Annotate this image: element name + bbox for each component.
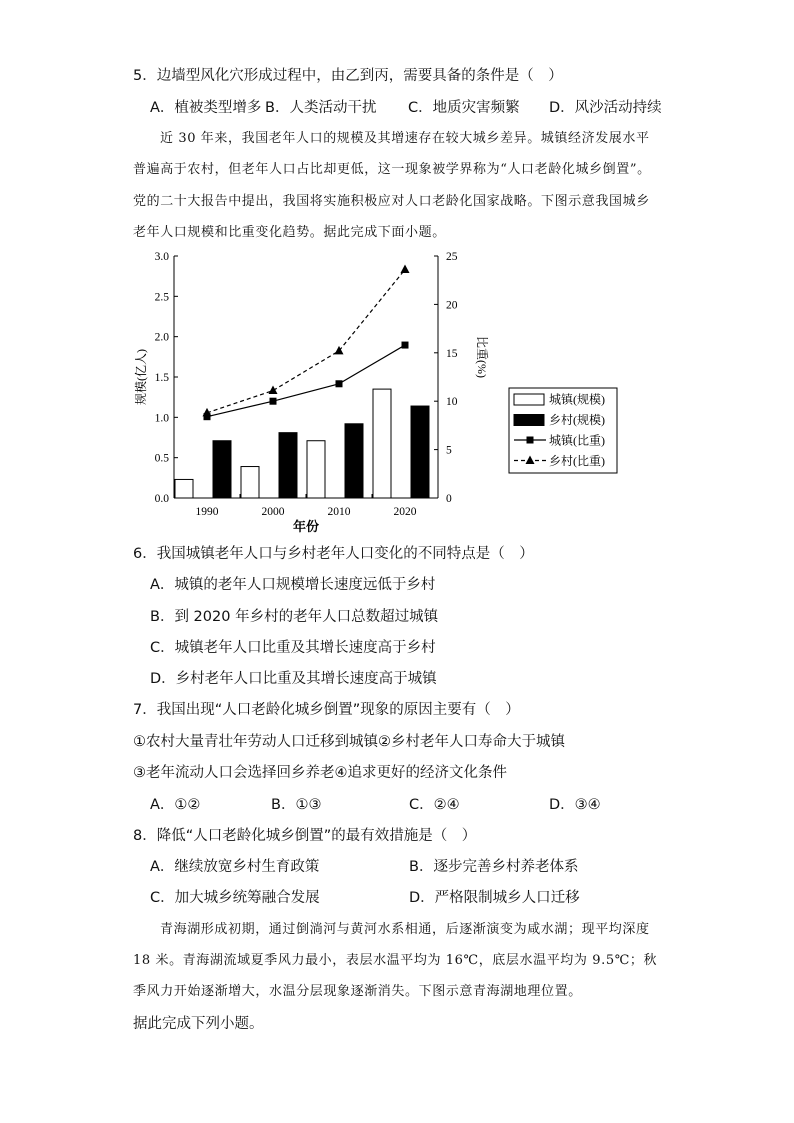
x-axis-title: 年份 xyxy=(292,519,320,534)
q7-statement-1: ①农村大量青壮年劳动人口迁移到城镇②乡村老年人口寿命大于城镇 xyxy=(133,734,565,750)
q8-options-row-2 xyxy=(150,888,630,908)
q7-option-a: A．①② xyxy=(150,797,201,813)
legend-label: 城镇(规模) xyxy=(549,392,605,407)
q7-statement-2: ③老年流动人口会选择回乡养老④追求更好的经济文化条件 xyxy=(133,765,507,781)
q6-option-d: D．乡村老年人口比重及其增长速度高于城镇 xyxy=(150,671,437,687)
right-tick-label: 25 xyxy=(446,251,458,263)
left-tick-label: 1.5 xyxy=(154,372,169,384)
marker-urban-ratio xyxy=(336,380,343,387)
legend-swatch xyxy=(514,394,544,405)
marker-rural-ratio xyxy=(335,346,344,355)
passage2-line-3: 季风力开始逐渐增大，水温分层现象逐渐消失。下图示意青海湖地理位置。 xyxy=(133,984,582,999)
bar-urban-scale xyxy=(307,441,325,498)
q8-options-row-1 xyxy=(150,857,630,877)
q5-option-d: D．风沙活动持续 xyxy=(549,100,662,116)
x-tick-label: 2000 xyxy=(261,506,285,518)
legend-swatch xyxy=(514,415,544,426)
q8-option-b: B．逐步完善乡村养老体系 xyxy=(409,859,579,875)
marker-rural-ratio xyxy=(401,265,410,274)
population-chart xyxy=(128,248,628,538)
passage1-line-3: 党的二十大报告中提出，我国将实施积极应对人口老龄化国家战略。下图示意我国城乡 xyxy=(133,194,650,209)
left-tick-label: 0.5 xyxy=(154,452,169,465)
q6-stem: 6．我国城镇老年人口与乡村老年人口变化的不同特点是（ ） xyxy=(133,546,534,562)
q6-option-a: A．城镇的老年人口规模增长速度远低于乡村 xyxy=(150,577,436,593)
marker-urban-ratio xyxy=(402,342,409,349)
x-tick-label: 2020 xyxy=(393,506,417,518)
q7-option-c: C．②④ xyxy=(409,797,460,813)
legend-label: 乡村(规模) xyxy=(549,413,605,427)
q5-stem: 5．边墙型风化穴形成过程中，由乙到丙，需要具备的条件是（ ） xyxy=(133,68,563,84)
q7-option-b: B．①③ xyxy=(271,797,322,813)
q5-option-b: B．人类活动干扰 xyxy=(265,100,377,116)
right-tick-label: 20 xyxy=(446,299,458,312)
passage2-line-2: 18 米。青海湖流域夏季风力最小，表层水温平均为 16℃，底层水温平均为 9.5℃；秋 xyxy=(133,953,658,968)
x-tick-label: 2010 xyxy=(327,506,351,518)
passage1-line-1: 近 30 年来，我国老年人口的规模及其增速存在较大城乡差异。城镇经济发展水平 xyxy=(160,131,650,146)
closing-line: 据此完成下列小题。 xyxy=(133,1016,264,1032)
q5-option-c: C．地质灾害频繁 xyxy=(408,100,520,116)
x-tick-label: 1990 xyxy=(195,506,219,518)
left-tick-label: 3.0 xyxy=(154,251,169,263)
right-tick-label: 5 xyxy=(446,444,452,457)
right-tick-label: 0 xyxy=(446,493,452,505)
legend-label: 乡村(比重) xyxy=(549,454,605,468)
q7-options xyxy=(150,795,630,815)
legend-marker xyxy=(527,437,534,444)
q5-options xyxy=(150,98,710,118)
q6-option-b: B．到 2020 年乡村的老年人口总数超过城镇 xyxy=(150,609,439,625)
right-tick-label: 10 xyxy=(446,396,458,409)
bar-urban-scale xyxy=(241,467,259,498)
left-tick-label: 2.0 xyxy=(154,331,169,344)
bar-rural-scale xyxy=(411,406,429,498)
left-tick-label: 0.0 xyxy=(154,493,169,505)
q8-stem: 8．降低“人口老龄化城乡倒置”的最有效措施是（ ） xyxy=(133,828,477,844)
q8-option-d: D．严格限制城乡人口迁移 xyxy=(409,890,580,906)
q8-option-a: A．继续放宽乡村生育政策 xyxy=(150,859,320,875)
passage1-line-2: 普遍高于农村，但老年人口占比却更低，这一现象被学界称为“人口老龄化城乡倒置”。 xyxy=(133,162,651,177)
marker-urban-ratio xyxy=(270,398,277,405)
marker-rural-ratio xyxy=(269,386,278,395)
y-axis-title: 规模(亿人) xyxy=(134,349,148,405)
q7-stem: 7．我国出现“人口老龄化城乡倒置”现象的原因主要有（ ） xyxy=(133,702,520,718)
q5-option-a: A．植被类型增多 xyxy=(150,100,262,116)
legend-label: 城镇(比重) xyxy=(549,433,605,448)
bar-rural-scale xyxy=(213,441,231,498)
right-tick-label: 15 xyxy=(446,347,458,360)
bar-urban-scale xyxy=(373,389,391,498)
q8-option-c: C．加大城乡统筹融合发展 xyxy=(150,890,320,906)
bar-rural-scale xyxy=(345,424,363,498)
passage1-line-4: 老年人口规模和比重变化趋势。据此完成下面小题。 xyxy=(133,225,446,240)
passage2-line-1: 青海湖形成初期，通过倒淌河与黄河水系相通，后逐渐演变为咸水湖；现平均深度 xyxy=(160,922,650,937)
bar-urban-scale xyxy=(175,479,193,498)
y2-axis-title: 比重(%) xyxy=(475,336,489,378)
bar-rural-scale xyxy=(279,433,297,498)
left-tick-label: 2.5 xyxy=(154,291,169,304)
q7-option-d: D．③④ xyxy=(549,797,601,813)
q6-option-c: C．城镇老年人口比重及其增长速度高于乡村 xyxy=(150,640,436,656)
left-tick-label: 1.0 xyxy=(154,412,169,425)
